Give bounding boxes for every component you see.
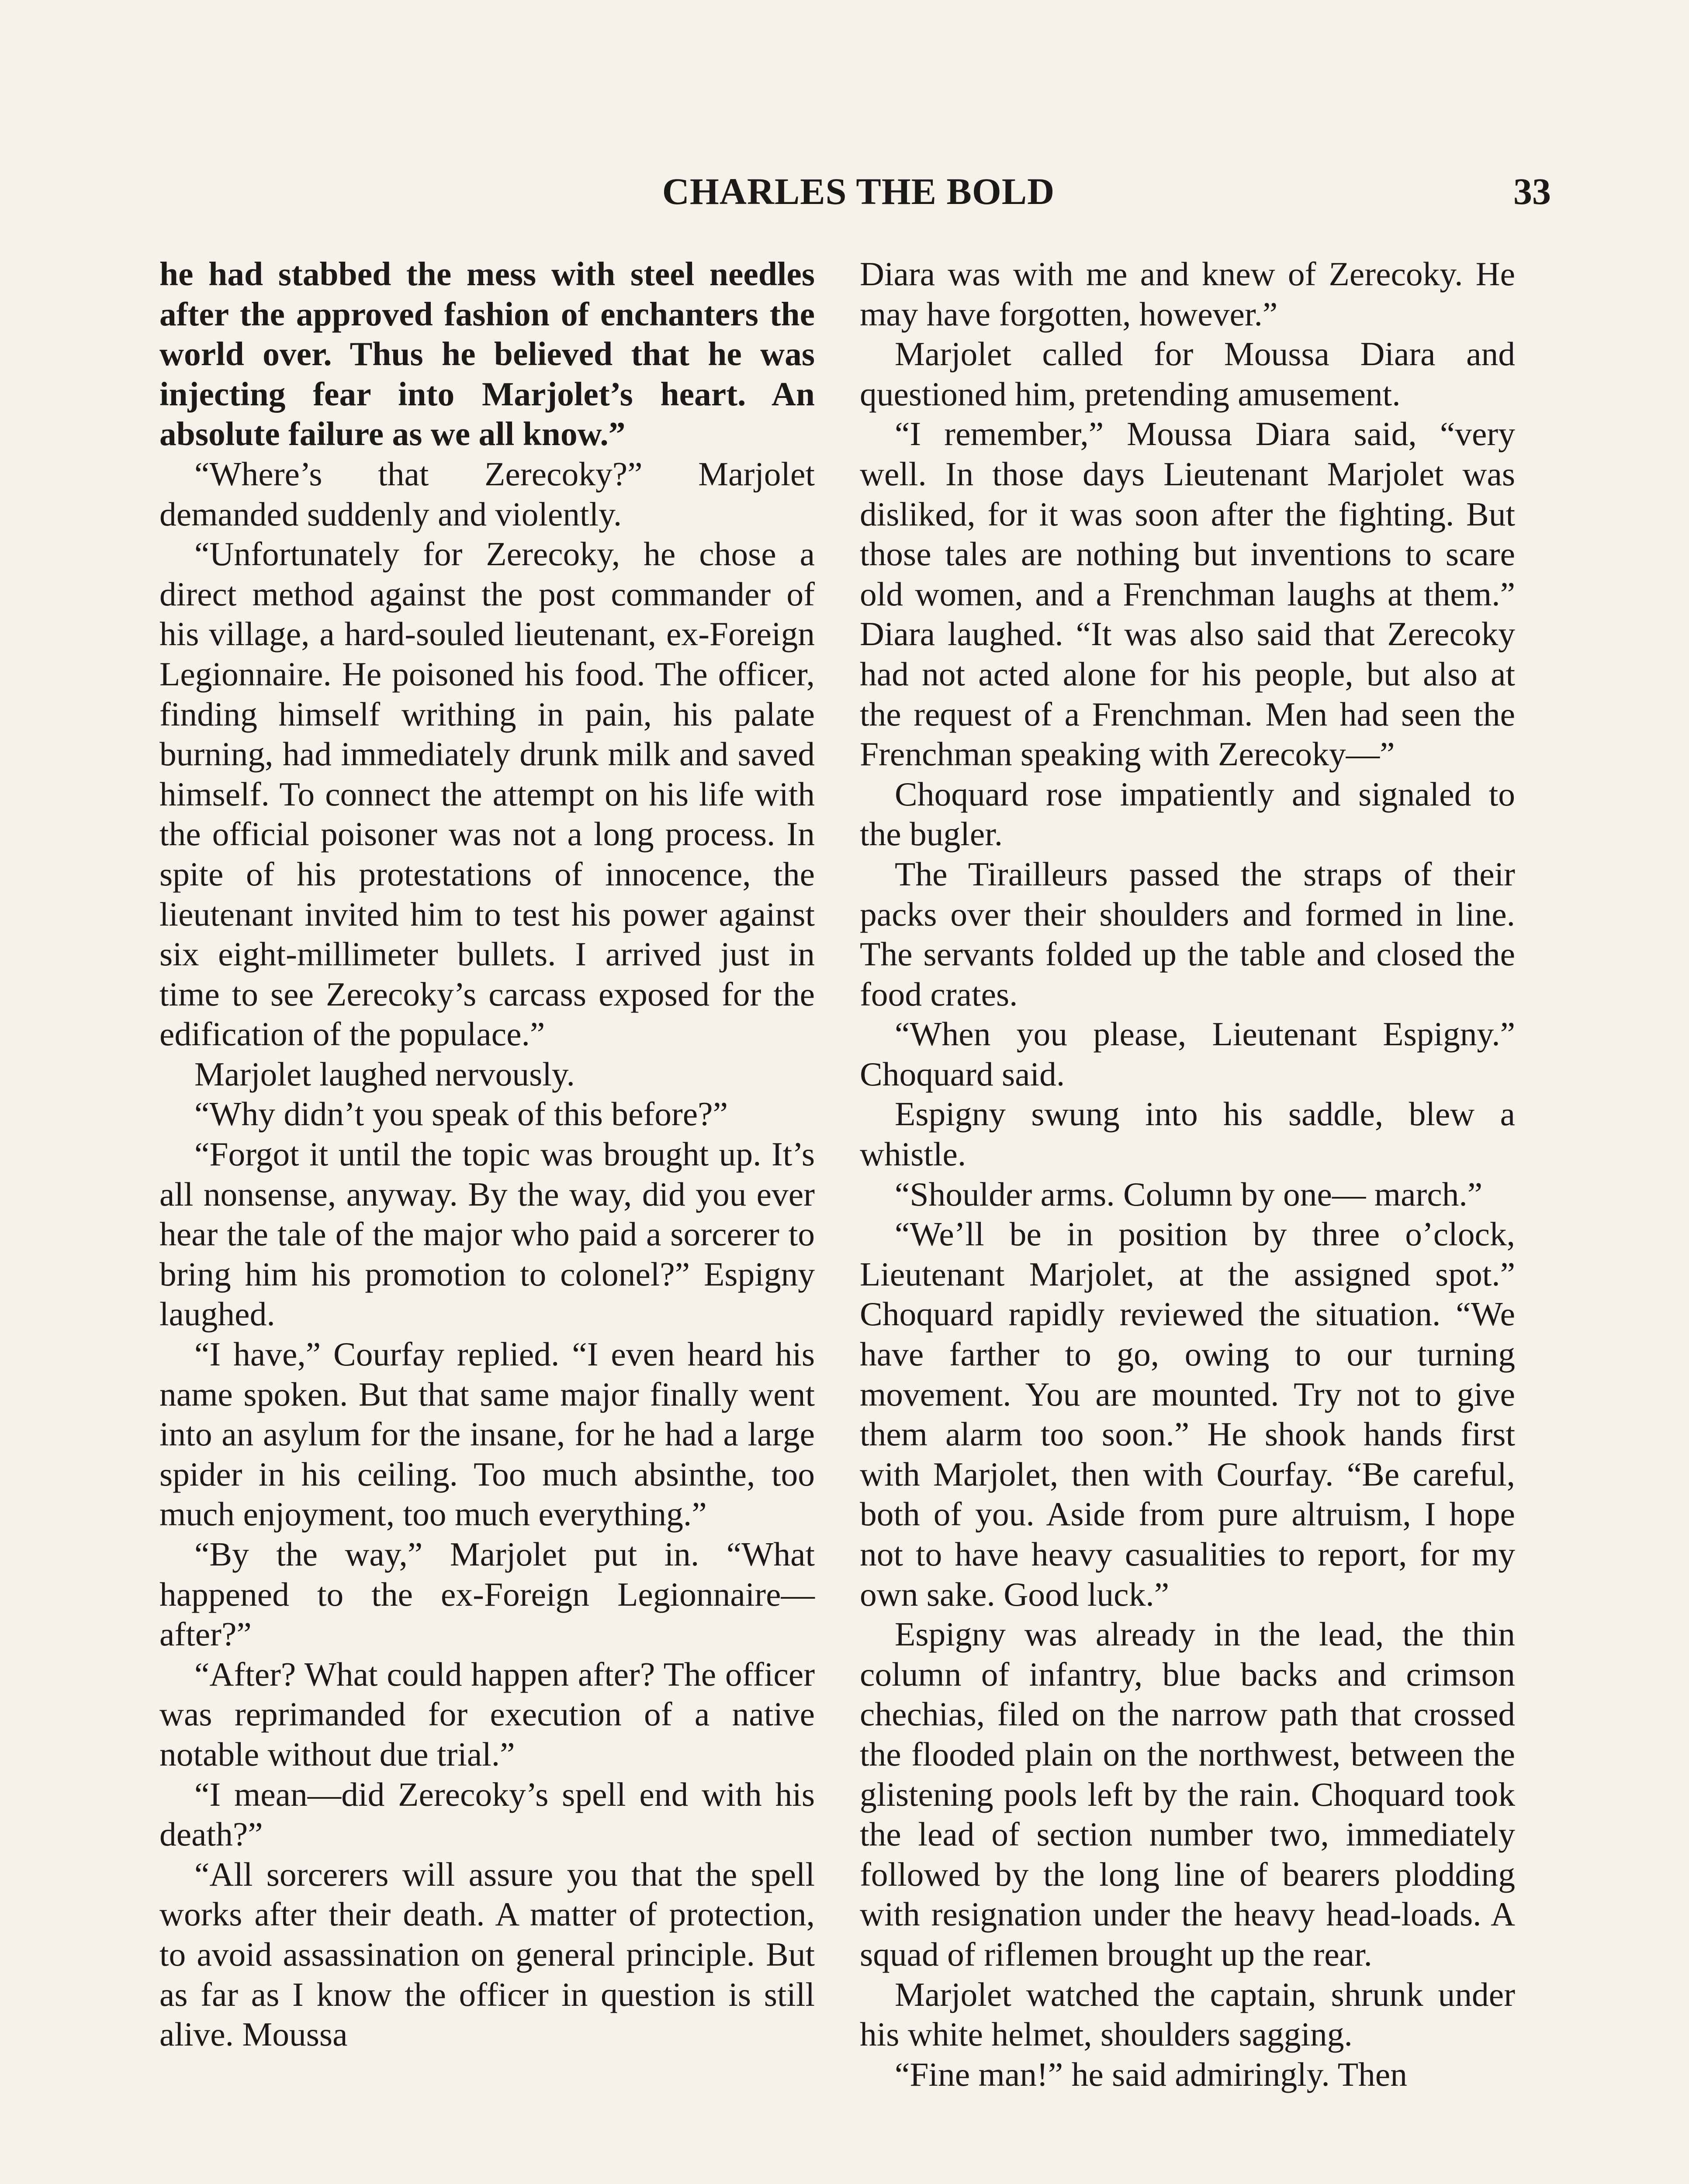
running-head — [166, 169, 1551, 222]
paragraph: “Why didn’t you speak of this before?” — [194, 1095, 728, 1133]
paragraph: “Fine man!” he said admiringly. Then — [895, 2055, 1407, 2093]
paragraph: “All sorcerers will assure you that the spell works after their death. A matter of protection, to avoid assassination on general principle. But as far as I know the officer in question is still alive. Moussa — [159, 1855, 815, 2053]
paragraph: Marjolet laughed nervously. — [194, 1055, 575, 1093]
left-column — [159, 254, 815, 2055]
page-number: 33 — [1513, 170, 1551, 212]
paragraph: he had stabbed the mess with steel needles after the approved fashion of enchanters the world over. Thus he believed that he was injecting fear into Marjolet’s heart. An absolute failure as we all know.” — [159, 255, 815, 453]
paragraph: “Where’s that Zerecoky?” Marjolet demanded suddenly and violently. — [159, 455, 815, 533]
paragraph: “I have,” Courfay replied. “I even heard his name spoken. But that same major finally went into an asylum for the insane, for he had a large spider in his ceiling. Too much absinthe, too much enjoyment, too much everything.” — [159, 1335, 815, 1533]
paragraph: “We’ll be in position by three o’clock, Lieutenant Marjolet, at the assigned spot.” Choquard rapidly reviewed the situation. “We have farther to go, owing to our turning movement. You are mounted. Try not to give them alarm too soon.” He shook hands first with Marjolet, then with Courfay. “Be careful, both of you. Aside from pure altruism, I hope not to have heavy casualities to report, for my own sake. Good luck.” — [860, 1215, 1515, 1613]
paragraph: “After? What could happen after? The officer was reprimanded for execution of a native notable without due trial.” — [159, 1655, 815, 1773]
paragraph: The Tirailleurs passed the straps of their packs over their shoulders and formed in line. The servants folded up the table and closed the food crates. — [860, 855, 1515, 1013]
right-column — [860, 254, 1515, 2094]
paragraph: Espigny was already in the lead, the thin column of infantry, blue backs and crimson chechias, filed on the narrow path that crossed the flooded plain on the northwest, between the glistening pools left by the rain. Choquard took the lead of section number two, immediately followed by the long line of bearers plodding with resignation under the heavy head-loads. A squad of riflemen brought up the rear. — [860, 1615, 1515, 1973]
paragraph: “I mean—did Zerecoky’s spell end with his death?” — [159, 1775, 815, 1853]
paragraph: “When you please, Lieutenant Espigny.” Choquard said. — [860, 1015, 1515, 1093]
paragraph: Choquard rose impatiently and signaled to the bugler. — [860, 775, 1515, 853]
paragraph: “Unfortunately for Zerecoky, he chose a direct method against the post commander of his village, a hard-souled lieutenant, ex-Foreign Legionnaire. He poisoned his food. The officer, finding himself writhing in pain, his palate burning, had immediately drunk milk and saved himself. To connect the attempt on his life with the official poisoner was not a long process. In spite of his protestations of innocence, the lieutenant invited him to test his power against six eight-millimeter bullets. I arrived just in time to see Zerecoky’s carcass exposed for the edification of the populace.” — [159, 535, 815, 1053]
paragraph: Diara was with me and knew of Zerecoky. He may have forgotten, however.” — [860, 255, 1515, 333]
paragraph: “Shoulder arms. Column by one— march.” — [895, 1175, 1483, 1213]
paragraph: Marjolet called for Moussa Diara and questioned him, pretending amusement. — [860, 335, 1515, 413]
running-title: CHARLES THE BOLD — [662, 170, 1055, 212]
paragraph: Marjolet watched the captain, shrunk under his white helmet, shoulders sagging. — [860, 1975, 1515, 2053]
paragraph: “By the way,” Marjolet put in. “What happened to the ex-Foreign Legionnaire—after?” — [159, 1535, 815, 1653]
paragraph: Espigny swung into his saddle, blew a whistle. — [860, 1095, 1515, 1173]
paragraph: “I remember,” Moussa Diara said, “very well. In those days Lieutenant Marjolet was disliked, for it was soon after the fighting. But those tales are nothing but inventions to scare old women, and a Frenchman laughs at them.” Diara laughed. “It was also said that Zerecoky had not acted alone for his people, but also at the request of a Frenchman. Men had seen the Frenchman speaking with Zerecoky—” — [860, 415, 1515, 773]
paragraph: “Forgot it until the topic was brought up. It’s all nonsense, anyway. By the way, did you ever hear the tale of the major who paid a sorcerer to bring him his promotion to colonel?” Espigny laughed. — [159, 1135, 815, 1333]
